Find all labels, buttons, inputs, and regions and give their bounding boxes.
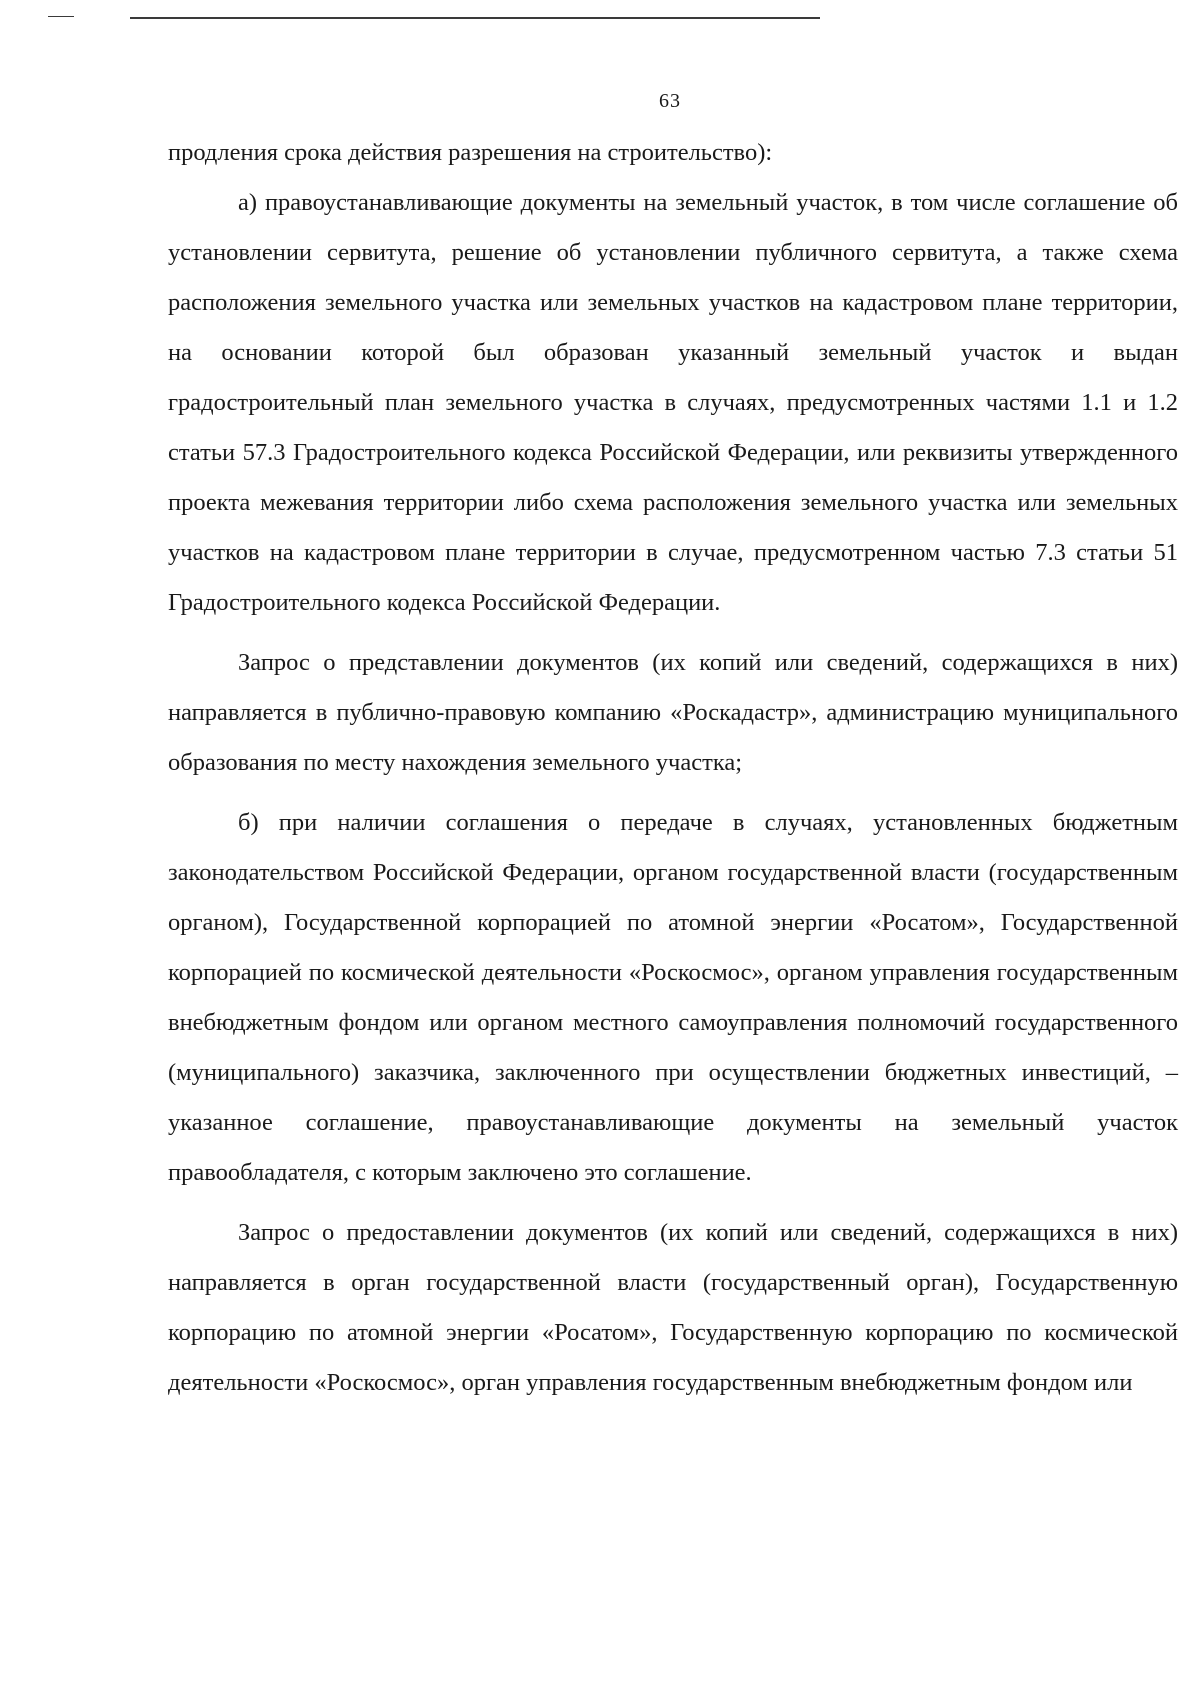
paragraph-request-1: Запрос о представлении документов (их копий или сведений, содержащихся в них) направляется в публично-правовую компанию «Роскадастр», администрацию муниципального образования по месту нахождения земельного участка; <box>168 649 1178 776</box>
scan-line-left <box>48 16 74 17</box>
page-number <box>0 90 1200 113</box>
page-number-text: 63 <box>659 90 681 112</box>
scan-line-main <box>130 17 820 19</box>
document-body <box>168 128 1178 1408</box>
paragraph-item-b: б) при наличии соглашения о передаче в случаях, установленных бюджетным законодательством Российской Федерации, органом государственной власти (государственным органом), Государственной корпорацией по атомной энергии «Росатом», Государственной корпорацией по космической деятельности «Роскосмос», органом управления государственным внебюджетным фондом или органом местного самоуправления полномочий государственного (муниципального) заказчика, заключенного при осуществлении бюджетных инвестиций, – указанное соглашение, правоустанавливающие документы на земельный участок правообладателя, с которым заключено это соглашение. <box>168 809 1178 1186</box>
paragraph-continuation: продления срока действия разрешения на строительство): <box>168 139 773 166</box>
paragraph-request-2: Запрос о предоставлении документов (их копий или сведений, содержащихся в них) направляется в орган государственной власти (государственный орган), Государственную корпорацию по атомной энергии «Росатом», Государственную корпорацию по космической деятельности «Роскосмос», орган управления государственным внебюджетным фондом или <box>168 1219 1178 1396</box>
paragraph-item-a: а) правоустанавливающие документы на земельный участок, в том числе соглашение об установлении сервитута, решение об установлении публичного сервитута, а также схема расположения земельного участка или земельных участков на кадастровом плане территории, на основании которой был образован указанный земельный участок и выдан градостроительный план земельного участка в случаях, предусмотренных частями 1.1 и 1.2 статьи 57.3 Градостроительного кодекса Российской Федерации, или реквизиты утвержденного проекта межевания территории либо схема расположения земельного участка или земельных участков на кадастровом плане территории в случае, предусмотренном частью 7.3 статьи 51 Градостроительного кодекса Российской Федерации. <box>168 189 1178 616</box>
